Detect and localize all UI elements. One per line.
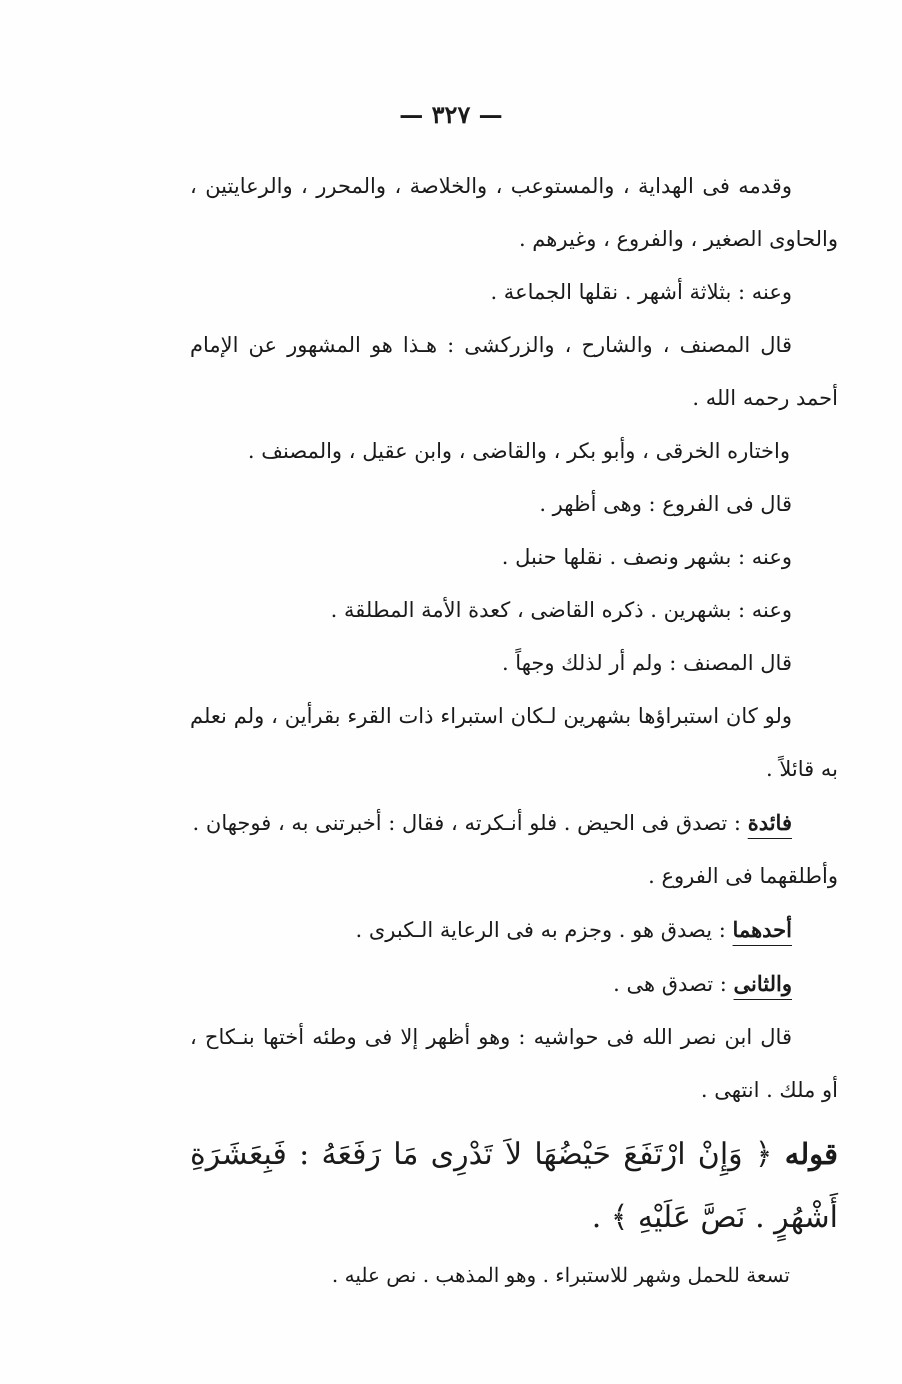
ahaduhuma-text: : يصدق هو . وجزم به فى الرعاية الـكبرى . <box>355 918 733 942</box>
paragraph-p11: قال ابن نصر الله فى حواشيه : وهو أظهر إلا فى وطئه أختها بنـكاح ، أو ملك . انتهى . <box>190 1025 838 1102</box>
paragraph-p4: واختاره الخرقى ، وأبو بكر ، والقاضى ، وابن عقيل ، والمصنف . <box>247 439 790 463</box>
faida-paragraph <box>190 796 838 850</box>
main-text <box>190 160 838 1297</box>
quran-label: قوله <box>784 1137 838 1171</box>
quran-text: ﴿ وَإِنْ ارْتَفَعَ حَيْضُهَا لاَ تَدْرِى مَا رَفَعَهُ : فَبِعَشَرَةِ أَشْهُرٍ . نَصَّ عَلَيْهِ ﴾ . <box>190 1137 838 1235</box>
paragraph-p1: وقدمه فى الهداية ، والمستوعب ، والخلاصة ، والمحرر ، والرعايتين ، والحاوى الصغير ، والفروع ، وغيرهم . <box>190 174 838 251</box>
footer-note: تسعة للحمل وشهر للاستبراء . وهو المذهب . نص عليه . <box>331 1263 790 1287</box>
paragraph-p6: وعنه : بشهر ونصف . نقلها حنبل . <box>501 545 792 569</box>
paragraph-p10: وأطلقهما فى الفروع . <box>648 864 838 888</box>
page-number: — ٣٢٧ — <box>399 100 503 129</box>
paragraph-p3: قال المصنف ، والشارح ، والزركشى : هـذا هو المشهور عن الإمام أحمد رحمه الله . <box>190 333 838 410</box>
paragraph-p8: قال المصنف : ولم أر لذلك وجهاً . <box>501 651 792 675</box>
ahaduhuma-label: أحدهما <box>732 917 792 942</box>
ahaduhuma-paragraph <box>190 903 838 957</box>
paragraph-p5: قال فى الفروع : وهى أظهر . <box>539 492 792 516</box>
quran-paragraph <box>190 1123 838 1249</box>
faida-label: فائدة <box>747 810 792 835</box>
paragraph-p2: وعنه : بثلاثة أشهر . نقلها الجماعة . <box>490 280 792 304</box>
thani-label: والثانى <box>733 971 792 996</box>
paragraph-p9: ولو كان استبراؤها بشهرين لـكان استبراء ذات القرء بقرأين ، ولم نعلم به قائلاً . <box>190 704 838 781</box>
thani-paragraph <box>190 957 838 1011</box>
thani-text: : تصدق هى . <box>613 972 734 996</box>
paragraph-p7: وعنه : بشهرين . ذكره القاضى ، كعدة الأمة المطلقة . <box>330 598 792 622</box>
faida-text: : تصدق فى الحيض . فلو أنـكرته ، فقال : أخبرتنى به ، فوجهان . <box>192 811 748 835</box>
